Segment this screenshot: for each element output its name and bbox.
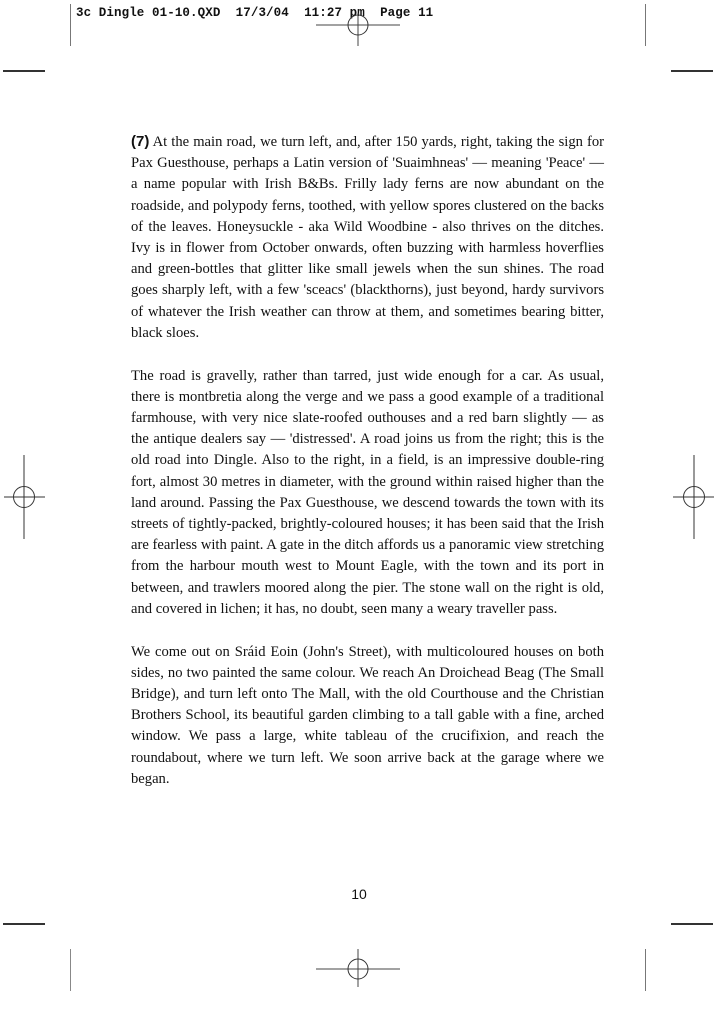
registration-crosshair-icon-left (0, 452, 48, 542)
paragraph-text: The road is gravelly, rather than tarred, just wide enough for a car. As usual, there is montbretia along the verge and we pass a good example of a traditional farmhouse, with very nice slate-roofed outhouses and a red barn slightly — as the antique dealers say — 'distressed'. A road joins us from the right; this is the old road into Dingle. Also to the right, in a field, is an impressive double-ring fort, almost 30 metres in diameter, with the ground within raised higher than the land around. Passing the Pax Guesthouse, we descend towards the town with its streets of tightly-packed, brightly-coloured houses; it has been said that the Irish are fearless with paint. A gate in the ditch affords us a panoramic view stretching from the harbour mouth west to Mount Eagle, with the town and its port in between, and trawlers moored along the pier. The stone wall on the right is old, and covered in lichen; it has, no doubt, seen many a weary traveller pass. (131, 367, 604, 617)
paragraph-text: We come out on Sráid Eoin (John's Street), with multicoloured houses on both sides, no two painted the same colour. We reach An Droichead Beag (The Small Bridge), and turn left onto The Mall, with the old Courthouse and the Christian Brothers School, its beautiful garden climbing to a tall gable with a fine, arched window. We pass a large, white tableau of the crucifixion, and reach the roundabout, where we turn left. We soon arrive back at the garage where we began. (131, 643, 604, 787)
crop-mark-top-right-horizontal (671, 70, 713, 72)
slug-page: Page 11 (380, 6, 434, 20)
registration-crosshair-icon-bottom (315, 945, 401, 991)
paragraph-3 (131, 642, 604, 790)
crop-mark-bottom-left-vertical (70, 949, 71, 991)
slug-filename: 3c Dingle 01-10.QXD (76, 6, 221, 20)
slug-time: 11:27 pm (304, 6, 365, 20)
crop-mark-top-right-vertical (645, 4, 646, 46)
page-number: 10 (351, 886, 367, 902)
crop-mark-top-left-vertical (70, 4, 71, 46)
slug-date: 17/3/04 (235, 6, 289, 20)
crop-mark-bottom-left-horizontal (3, 923, 45, 925)
body-text (131, 131, 604, 812)
registration-crosshair-icon-right (670, 452, 718, 542)
registration-crosshair-icon-top (315, 0, 401, 46)
section-number: (7) (131, 133, 150, 150)
crop-mark-bottom-right-vertical (645, 949, 646, 991)
crop-mark-bottom-right-horizontal (671, 923, 713, 925)
paragraph-2 (131, 366, 604, 620)
paragraph-text: At the main road, we turn left, and, after 150 yards, right, taking the sign for Pax Guesthouse, perhaps a Latin version of 'Suaimhneas' — meaning 'Peace' — a name popular with Irish B&Bs. Frilly lady ferns are now abundant on the roadside, and polypody ferns, toothed, with yellow spores clustered on the backs of the leaves. Honeysuckle - aka Wild Woodbine - also thrives on the ditches. Ivy is in flower from October onwards, often buzzing with harmless hoverflies and green-bottles that glitter like small jewels when the sun shines. The road goes sharply left, with a few 'sceacs' (blackthorns), just beyond, hardy survivors of whatever the Irish weather can throw at them, and sometimes bearing bitter, black sloes. (131, 134, 604, 341)
crop-mark-top-left-horizontal (3, 70, 45, 72)
paragraph-1 (131, 131, 604, 344)
